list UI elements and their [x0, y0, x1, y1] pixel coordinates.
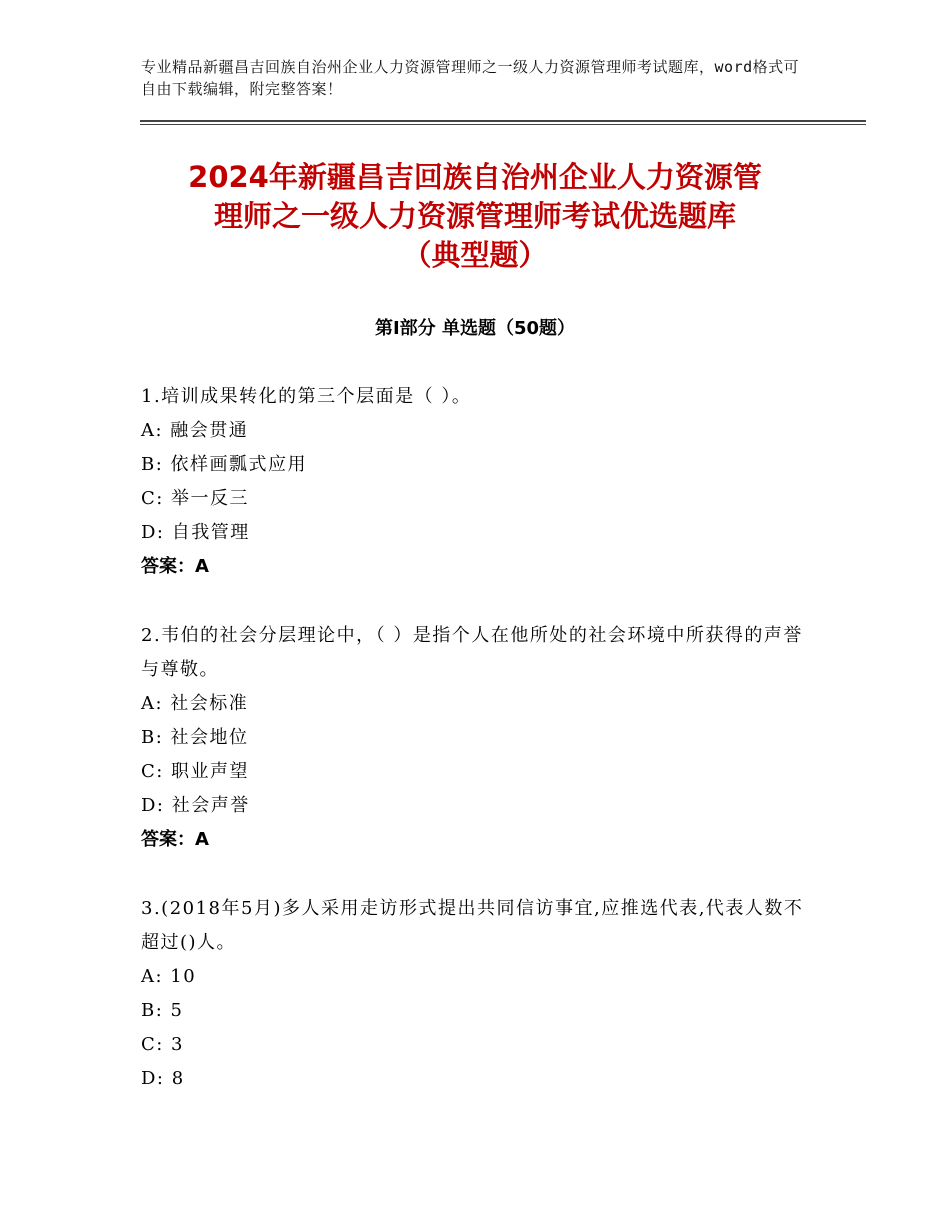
option-d: D: 8: [141, 1068, 185, 1089]
header-note: 专业精品新疆昌吉回族自治州企业人力资源管理师之一级人力资源管理师考试题库，word格式可自由下载编辑，附完整答案！: [141, 58, 800, 98]
title-line-3: （典型题）: [402, 238, 548, 272]
option-a: A: 社会标准: [141, 693, 249, 714]
option-b: B: 依样画瓢式应用: [141, 454, 308, 475]
question-stem: 2.韦伯的社会分层理论中，（ ）是指个人在他所处的社会环境中所获得的声誉与尊敬。: [141, 625, 803, 680]
option-d: D: 自我管理: [141, 522, 250, 543]
section-title: 第Ⅰ部分 单选题（50题）: [374, 318, 575, 339]
answer: 答案：A: [141, 556, 209, 577]
option-b: B: 社会地位: [141, 727, 249, 748]
option-a: A: 融会贯通: [141, 420, 249, 441]
question-stem: 3.(2018年5月)多人采用走访形式提出共同信访事宜,应推选代表,代表人数不超过()人。: [141, 898, 804, 953]
option-b: B: 5: [141, 1000, 184, 1021]
option-d: D: 社会声誉: [141, 795, 250, 816]
title-line-2: 理师之一级人力资源管理师考试优选题库: [213, 199, 736, 233]
document-title: [130, 158, 820, 275]
option-c: C: 职业声望: [141, 761, 250, 782]
option-c: C: 举一反三: [141, 488, 250, 509]
title-line-1: 2024年新疆昌吉回族自治州企业人力资源管: [188, 160, 762, 194]
header-divider: [140, 120, 866, 125]
option-c: C: 3: [141, 1034, 185, 1055]
question-stem: 1.培训成果转化的第三个层面是（ ）。: [141, 386, 472, 407]
question-2: [141, 619, 811, 857]
option-a: A: 10: [141, 966, 197, 987]
answer: 答案：A: [141, 829, 209, 850]
question-1: [141, 380, 811, 584]
question-3: [141, 892, 811, 1096]
